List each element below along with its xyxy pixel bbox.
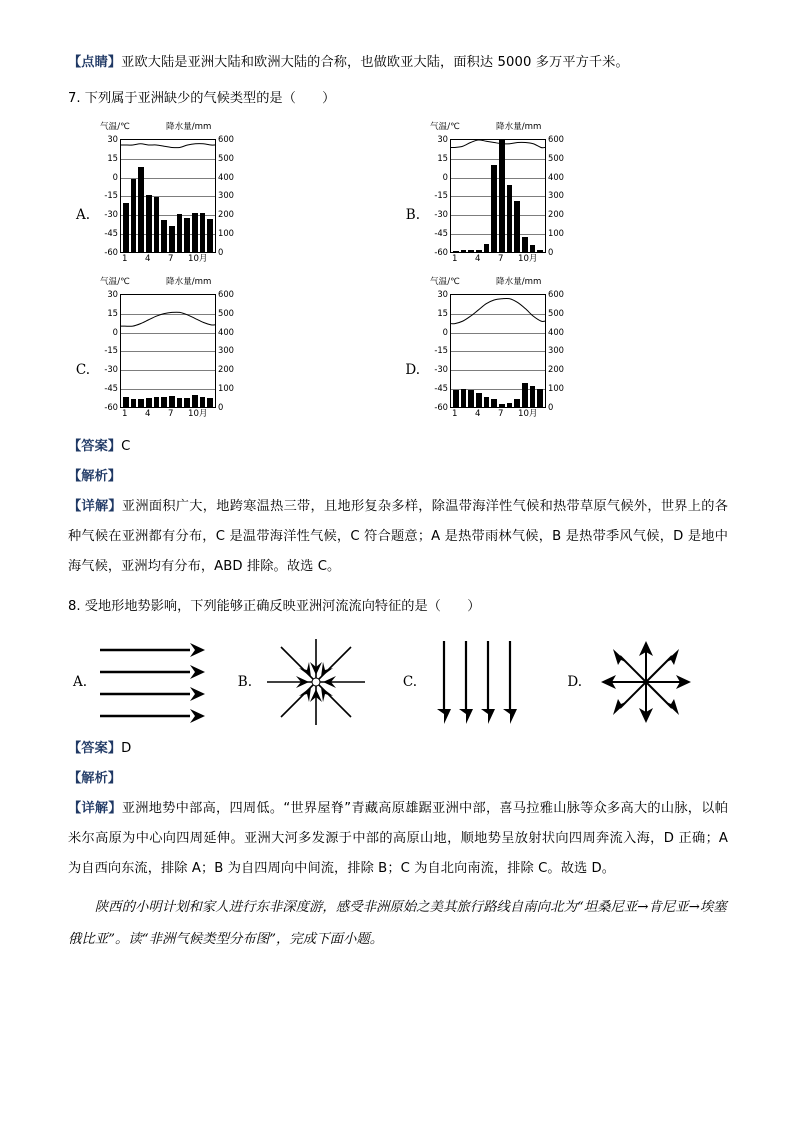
precip-bar xyxy=(154,397,160,407)
precip-bar xyxy=(177,214,183,252)
chart-d-precip-label: 降水量/mm xyxy=(496,277,542,287)
chart-a-temp-tick: -60 xyxy=(104,246,118,257)
chart-b-precip-tick: 300 xyxy=(548,190,564,201)
chart-a-temp-tick: 0 xyxy=(112,171,118,182)
chart-d-temp-tick: -60 xyxy=(434,401,448,412)
chart-b-month-tick: 10月 xyxy=(518,254,538,264)
chart-d-plot-area xyxy=(450,294,546,408)
option-letter-c: C. xyxy=(75,361,90,378)
chart-d-bars xyxy=(451,295,545,407)
q8-option-letter-b: B. xyxy=(237,674,252,690)
chart-c-left-axis xyxy=(94,289,120,412)
precip-bar xyxy=(530,386,536,407)
chart-b-left-axis xyxy=(424,134,450,257)
chart-b-precip-label: 降水量/mm xyxy=(496,122,542,132)
chart-c-precip-tick: 200 xyxy=(218,364,234,375)
chart-b-precip-tick: 0 xyxy=(548,246,554,257)
chart-c-right-axis xyxy=(216,289,242,412)
precip-bar xyxy=(177,398,183,408)
chart-d-month-tick: 1 xyxy=(452,409,458,419)
chart-c-temp-tick: -30 xyxy=(104,364,118,375)
precip-bar xyxy=(453,390,459,407)
q8-detail-tag: 【详解】 xyxy=(68,801,122,816)
climate-option-c[interactable] xyxy=(68,275,398,420)
chart-c-precip-tick: 300 xyxy=(218,345,234,356)
chart-a-precip-tick: 0 xyxy=(218,246,224,257)
chart-c-precip-tick: 100 xyxy=(218,383,234,393)
climate-chart-d xyxy=(424,275,572,420)
chart-b-temp-label: 气温/℃ xyxy=(430,122,460,132)
precip-bar xyxy=(468,250,474,252)
precip-bar xyxy=(522,383,528,407)
chart-c-precip-tick: 600 xyxy=(218,289,234,299)
tip-paragraph xyxy=(68,48,728,78)
chart-c-bars xyxy=(121,295,215,407)
chart-a-precip-label: 降水量/mm xyxy=(166,122,212,132)
chart-c-month-tick: 4 xyxy=(145,409,151,419)
chart-b-right-axis xyxy=(546,134,572,257)
parallel-right-arrows-icon xyxy=(92,637,210,727)
question-8-number: 8. xyxy=(68,599,81,614)
chart-c-temp-tick: -15 xyxy=(104,345,118,356)
chart-b-temp-tick: -15 xyxy=(434,190,448,201)
question-7-text: 下列属于亚洲缺少的气候类型的是（ ） xyxy=(84,91,336,106)
chart-a-temp-tick: -30 xyxy=(104,209,118,220)
precip-bar xyxy=(131,399,137,407)
chart-b-precip-tick: 400 xyxy=(548,171,564,182)
precip-bar xyxy=(200,397,206,407)
chart-d-precip-tick: 400 xyxy=(548,326,564,337)
option-letter-d: D. xyxy=(405,361,420,378)
precip-bar xyxy=(476,393,482,407)
chart-c-month-tick: 7 xyxy=(168,409,174,419)
chart-d-precip-tick: 100 xyxy=(548,383,564,393)
chart-a-precip-tick: 400 xyxy=(218,171,234,182)
precip-bar xyxy=(491,399,497,407)
q8-option-letter-c: C. xyxy=(402,674,417,690)
chart-a-plot-area xyxy=(120,139,216,253)
option-letter-a: A. xyxy=(75,206,90,223)
question-8-options xyxy=(68,636,728,728)
chart-d-precip-tick: 0 xyxy=(548,401,554,412)
chart-a-precip-tick: 100 xyxy=(218,228,234,238)
chart-a-axis-titles xyxy=(94,120,242,135)
chart-b-month-tick: 1 xyxy=(452,254,458,264)
precip-bar xyxy=(484,244,490,252)
chart-d-temp-tick: 15 xyxy=(437,307,448,318)
chart-b-month-tick: 4 xyxy=(475,254,481,264)
chart-d-temp-tick: -45 xyxy=(434,383,448,393)
q8-option-letter-a: A. xyxy=(72,674,87,690)
q8-answer-value: D xyxy=(121,741,132,756)
precip-bar xyxy=(537,250,543,252)
q7-analysis-line xyxy=(68,462,728,492)
precip-bar xyxy=(468,390,474,407)
q7-analysis-tag: 【解析】 xyxy=(68,469,122,484)
precip-bar xyxy=(207,398,213,407)
question-7-stem xyxy=(68,84,728,114)
chart-d-temp-tick: 30 xyxy=(437,289,448,299)
chart-c-precip-tick: 400 xyxy=(218,326,234,337)
q8-detail-paragraph xyxy=(68,794,728,884)
q8-option-c[interactable] xyxy=(398,637,563,727)
precip-bar xyxy=(207,219,213,252)
precip-bar xyxy=(491,165,497,252)
q8-answer-tag: 【答案】 xyxy=(68,741,122,756)
chart-a-bars xyxy=(121,140,215,252)
tip-text: 亚欧大陆是亚洲大陆和欧洲大陆的合称，也做欧亚大陆，面积达 5000 多万平方千米。 xyxy=(121,55,629,70)
chart-b-precip-tick: 100 xyxy=(548,228,564,238)
chart-b-temp-tick: 0 xyxy=(442,171,448,182)
chart-b-bars xyxy=(451,140,545,252)
chart-b-temp-tick: 30 xyxy=(437,134,448,144)
precip-bar xyxy=(537,389,543,407)
q8-option-letter-d: D. xyxy=(567,674,582,690)
precip-bar xyxy=(169,396,175,407)
chart-d-month-tick: 10月 xyxy=(518,409,538,419)
climate-option-b[interactable] xyxy=(398,120,728,265)
chart-b-temp-tick: -60 xyxy=(434,246,448,257)
chart-a-left-axis xyxy=(94,134,120,257)
chart-c-temp-tick: 15 xyxy=(107,307,118,318)
q8-option-a[interactable] xyxy=(68,637,233,727)
chart-a-precip-tick: 200 xyxy=(218,209,234,220)
climate-chart-a xyxy=(94,120,242,265)
q8-option-d[interactable] xyxy=(563,637,728,727)
precip-bar xyxy=(461,389,467,407)
chart-a-temp-label: 气温/℃ xyxy=(100,122,130,132)
chart-b-temp-tick: 15 xyxy=(437,152,448,163)
climate-chart-c xyxy=(94,275,242,420)
question-7-number: 7. xyxy=(68,91,81,106)
chart-d-left-axis xyxy=(424,289,450,412)
chart-a-month-tick: 7 xyxy=(168,254,174,264)
q7-answer-line xyxy=(68,432,728,462)
precip-bar xyxy=(522,237,528,252)
chart-c-temp-tick: 30 xyxy=(107,289,118,299)
chart-c-month-axis xyxy=(120,409,216,423)
chart-a-temp-tick: -45 xyxy=(104,228,118,238)
climate-chart-row-2 xyxy=(68,275,728,420)
q8-option-b[interactable] xyxy=(233,637,398,727)
chart-c-temp-tick: 0 xyxy=(112,326,118,337)
precip-bar xyxy=(184,218,190,252)
precip-bar xyxy=(507,185,513,252)
chart-d-precip-tick: 500 xyxy=(548,307,564,318)
chart-b-temp-tick: -30 xyxy=(434,209,448,220)
precip-bar xyxy=(461,250,467,252)
chart-d-axis-titles xyxy=(424,275,572,290)
chart-a-precip-tick: 600 xyxy=(218,134,234,144)
precip-bar xyxy=(131,179,137,252)
precip-bar xyxy=(138,399,144,407)
q7-answer-tag: 【答案】 xyxy=(68,439,122,454)
chart-c-month-tick: 1 xyxy=(122,409,128,419)
precip-bar xyxy=(530,245,536,252)
q7-detail-text: 亚洲面积广大，地跨寒温热三带，且地形复杂多样，除温带海洋性气候和热带草原气候外，世界上的各种气候在亚洲都有分布，C 是温带海洋性气候，C 符合题意；A 是热带雨林气候，B 是热带季风气候，D 是地中海气候，亚洲均有分布，ABD 排除。故选 C。 xyxy=(68,499,729,574)
question-8-stem xyxy=(68,592,728,622)
precip-bar xyxy=(507,403,513,407)
chart-c-precip-label: 降水量/mm xyxy=(166,277,212,287)
precip-bar xyxy=(154,197,160,252)
chart-a-month-tick: 4 xyxy=(145,254,151,264)
chart-b-precip-tick: 200 xyxy=(548,209,564,220)
precip-bar xyxy=(514,201,520,252)
chart-c-month-tick: 10月 xyxy=(188,409,208,419)
chart-c-temp-tick: -60 xyxy=(104,401,118,412)
precip-bar xyxy=(161,220,167,252)
precip-bar xyxy=(499,404,505,407)
converging-arrows-icon xyxy=(257,637,375,727)
chart-d-temp-label: 气温/℃ xyxy=(430,277,460,287)
q8-analysis-line xyxy=(68,764,728,794)
chart-b-axis-titles xyxy=(424,120,572,135)
precip-bar xyxy=(184,398,190,407)
climate-option-a[interactable] xyxy=(68,120,398,265)
chart-c-temp-label: 气温/℃ xyxy=(100,277,130,287)
tip-tag: 【点睛】 xyxy=(68,55,122,70)
chart-b-month-tick: 7 xyxy=(498,254,504,264)
precip-bar xyxy=(138,167,144,252)
chart-b-precip-tick: 500 xyxy=(548,152,564,163)
precip-bar xyxy=(476,250,482,252)
closing-paragraph: 陕西的小明计划和家人进行东非深度游，感受非洲原始之美其旅行路线自南向北为“坦桑尼亚→肯尼亚→埃塞俄比亚”。读“非洲气候类型分布图”，完成下面小题。 xyxy=(68,900,727,947)
chart-d-temp-tick: 0 xyxy=(442,326,448,337)
chart-d-right-axis xyxy=(546,289,572,412)
q8-analysis-tag: 【解析】 xyxy=(68,771,122,786)
radiating-arrows-icon xyxy=(587,637,705,727)
chart-d-month-tick: 7 xyxy=(498,409,504,419)
chart-a-temp-tick: -15 xyxy=(104,190,118,201)
parallel-down-arrows-icon xyxy=(422,637,540,727)
precip-bar xyxy=(161,397,167,407)
climate-option-d[interactable] xyxy=(398,275,728,420)
chart-b-month-axis xyxy=(450,254,546,268)
chart-c-precip-tick: 0 xyxy=(218,401,224,412)
precip-bar xyxy=(192,395,198,407)
precip-bar xyxy=(200,213,206,252)
chart-c-axis-titles xyxy=(94,275,242,290)
precip-bar xyxy=(123,203,129,252)
chart-c-precip-tick: 500 xyxy=(218,307,234,318)
chart-d-precip-tick: 600 xyxy=(548,289,564,299)
precip-bar xyxy=(514,399,520,407)
chart-d-temp-tick: -15 xyxy=(434,345,448,356)
precip-bar xyxy=(192,213,198,252)
q8-answer-line xyxy=(68,734,728,764)
precip-bar xyxy=(123,397,129,407)
chart-c-plot-area xyxy=(120,294,216,408)
precip-bar xyxy=(484,397,490,407)
question-8-text: 受地形地势影响，下列能够正确反映亚洲河流流向特征的是（ ） xyxy=(84,599,481,614)
climate-chart-group xyxy=(68,120,728,420)
chart-a-month-tick: 10月 xyxy=(188,254,208,264)
chart-a-month-tick: 1 xyxy=(122,254,128,264)
climate-chart-row-1 xyxy=(68,120,728,265)
chart-a-right-axis xyxy=(216,134,242,257)
option-letter-b: B. xyxy=(405,206,420,223)
precip-bar xyxy=(146,195,152,252)
chart-d-precip-tick: 300 xyxy=(548,345,564,356)
chart-b-plot-area xyxy=(450,139,546,253)
chart-d-temp-tick: -30 xyxy=(434,364,448,375)
chart-b-temp-tick: -45 xyxy=(434,228,448,238)
chart-d-month-axis xyxy=(450,409,546,423)
climate-chart-b xyxy=(424,120,572,265)
precip-bar xyxy=(146,398,152,407)
chart-a-precip-tick: 500 xyxy=(218,152,234,163)
q7-answer-value: C xyxy=(121,439,131,454)
chart-d-precip-tick: 200 xyxy=(548,364,564,375)
chart-a-temp-tick: 30 xyxy=(107,134,118,144)
chart-c-temp-tick: -45 xyxy=(104,383,118,393)
q8-detail-text: 亚洲地势中部高，四周低。“世界屋脊”青藏高原雄踞亚洲中部，喜马拉雅山脉等众多高大的山脉，以帕米尔高原为中心向四周延伸。亚洲大河多发源于中部的高原山地，顺地势呈放射状向四周奔流入海，D 正确；A 为自西向东流，排除 A；B 为自四周向中间流，排除 B；C 为自北向南流，排除 C。故选 D。 xyxy=(68,801,729,876)
q7-detail-paragraph xyxy=(68,492,728,582)
precip-bar xyxy=(453,251,459,252)
q7-detail-tag: 【详解】 xyxy=(68,499,122,514)
chart-a-precip-tick: 300 xyxy=(218,190,234,201)
chart-a-month-axis xyxy=(120,254,216,268)
precip-bar xyxy=(169,226,175,252)
chart-a-temp-tick: 15 xyxy=(107,152,118,163)
chart-d-month-tick: 4 xyxy=(475,409,481,419)
precip-bar xyxy=(499,139,505,252)
chart-b-precip-tick: 600 xyxy=(548,134,564,144)
document-content xyxy=(68,48,728,956)
